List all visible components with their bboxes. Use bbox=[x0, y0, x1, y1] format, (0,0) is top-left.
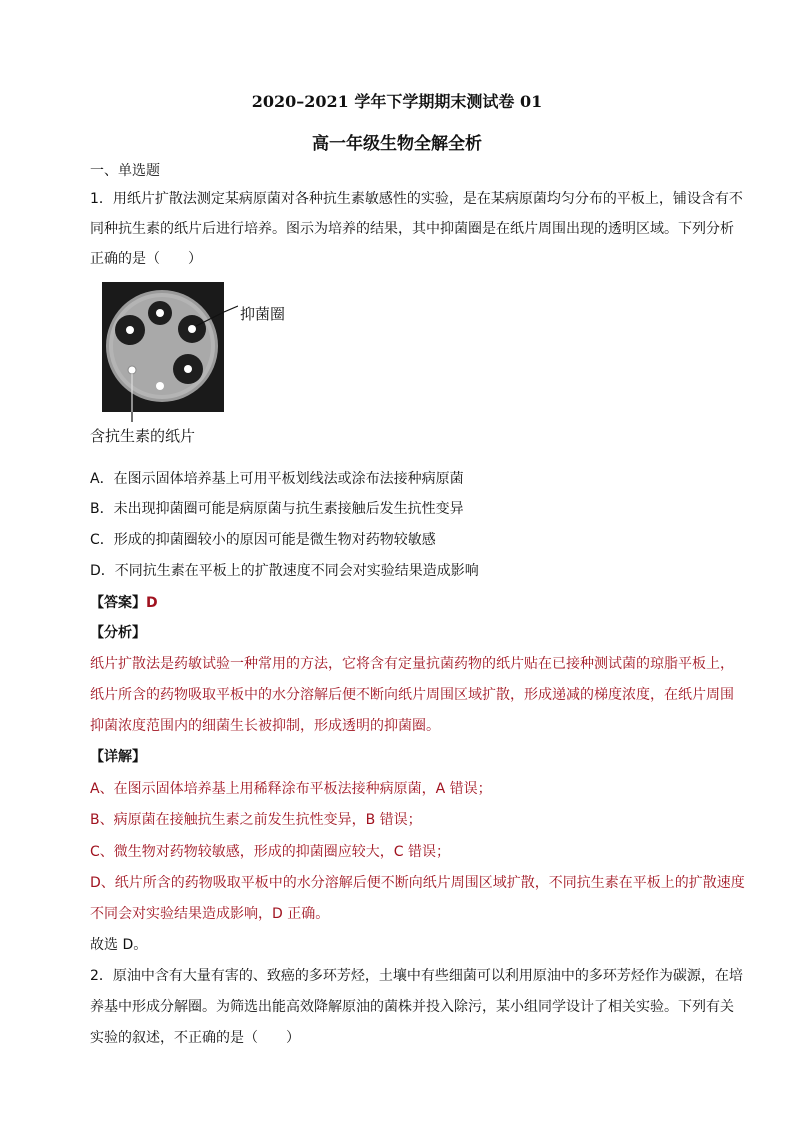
q1-option-b: B．未出现抑菌圈可能是病原菌与抗生素接触后发生抗性变异 bbox=[90, 501, 464, 517]
q2-stem-line-1: 2．原油中含有大量有害的、致癌的多环芳烃，土壤中有些细菌可以利用原油中的多环芳烃作为碳源，在培 bbox=[90, 968, 743, 984]
detail-line-d1: D、纸片所含的药物吸取平板中的水分溶解后便不断向纸片周围区域扩散，不同抗生素在平板上的扩散速度 bbox=[90, 875, 745, 891]
q1-answer bbox=[90, 592, 158, 612]
agar-plate-figure bbox=[102, 282, 224, 412]
detail-label: 【详解】 bbox=[90, 749, 146, 765]
figure-label-disk: 含抗生素的纸片 bbox=[90, 427, 196, 445]
detail-line-d2: 不同会对实验结果造成影响，D 正确。 bbox=[90, 906, 330, 922]
answer-value: D bbox=[146, 595, 158, 611]
q1-option-a: A．在图示固体培养基上可用平板划线法或涂布法接种病原菌 bbox=[90, 471, 464, 487]
analysis-line-2: 纸片所含的药物吸取平板中的水分溶解后便不断向纸片周围区域扩散，形成递减的梯度浓度，在纸片周围 bbox=[90, 687, 734, 703]
q1-stem-line-3: 正确的是（ ） bbox=[90, 251, 202, 267]
page-subtitle: 高一年级生物全解全析 bbox=[312, 134, 482, 154]
q1-stem-line-2: 同种抗生素的纸片后进行培养。图示为培养的结果，其中抑菌圈是在纸片周围出现的透明区域。下列分析 bbox=[90, 221, 734, 237]
q1-option-d: D．不同抗生素在平板上的扩散速度不同会对实验结果造成影响 bbox=[90, 563, 479, 579]
disk-pointer-line bbox=[131, 412, 135, 422]
q2-stem-line-2: 养基中形成分解圈。为筛选出能高效降解原油的菌株并投入除污，某小组同学设计了相关实验。下列有关 bbox=[90, 999, 734, 1015]
analysis-label: 【分析】 bbox=[90, 625, 146, 641]
agar-plate-image bbox=[102, 282, 224, 412]
figure-label-halo: 抑菌圈 bbox=[240, 305, 286, 323]
section-heading: 一、单选题 bbox=[90, 163, 160, 179]
answer-label: 【答案】 bbox=[90, 595, 146, 611]
analysis-line-1: 纸片扩散法是药敏试验一种常用的方法，它将含有定量抗菌药物的纸片贴在已接种测试菌的琼脂平板上， bbox=[90, 656, 734, 672]
q2-stem-line-3: 实验的叙述，不正确的是（ ） bbox=[90, 1030, 300, 1046]
q1-option-c: C．形成的抑菌圈较小的原因可能是微生物对药物较敏感 bbox=[90, 532, 436, 548]
q1-conclusion: 故选 D。 bbox=[90, 937, 148, 953]
q1-stem-line-1: 1．用纸片扩散法测定某病原菌对各种抗生素敏感性的实验，是在某病原菌均匀分布的平板上，铺设含有不 bbox=[90, 191, 743, 207]
page-title: 2020–2021 学年下学期期末测试卷 01 bbox=[251, 92, 543, 111]
detail-line-c: C、微生物对药物较敏感，形成的抑菌圈应较大，C 错误； bbox=[90, 844, 450, 860]
detail-line-b: B、病原菌在接触抗生素之前发生抗性变异，B 错误； bbox=[90, 812, 422, 828]
analysis-line-3: 抑菌浓度范围内的细菌生长被抑制，形成透明的抑菌圈。 bbox=[90, 718, 440, 734]
halo-pointer-line bbox=[224, 300, 238, 316]
detail-line-a: A、在图示固体培养基上用稀释涂布平板法接种病原菌，A 错误； bbox=[90, 781, 492, 797]
